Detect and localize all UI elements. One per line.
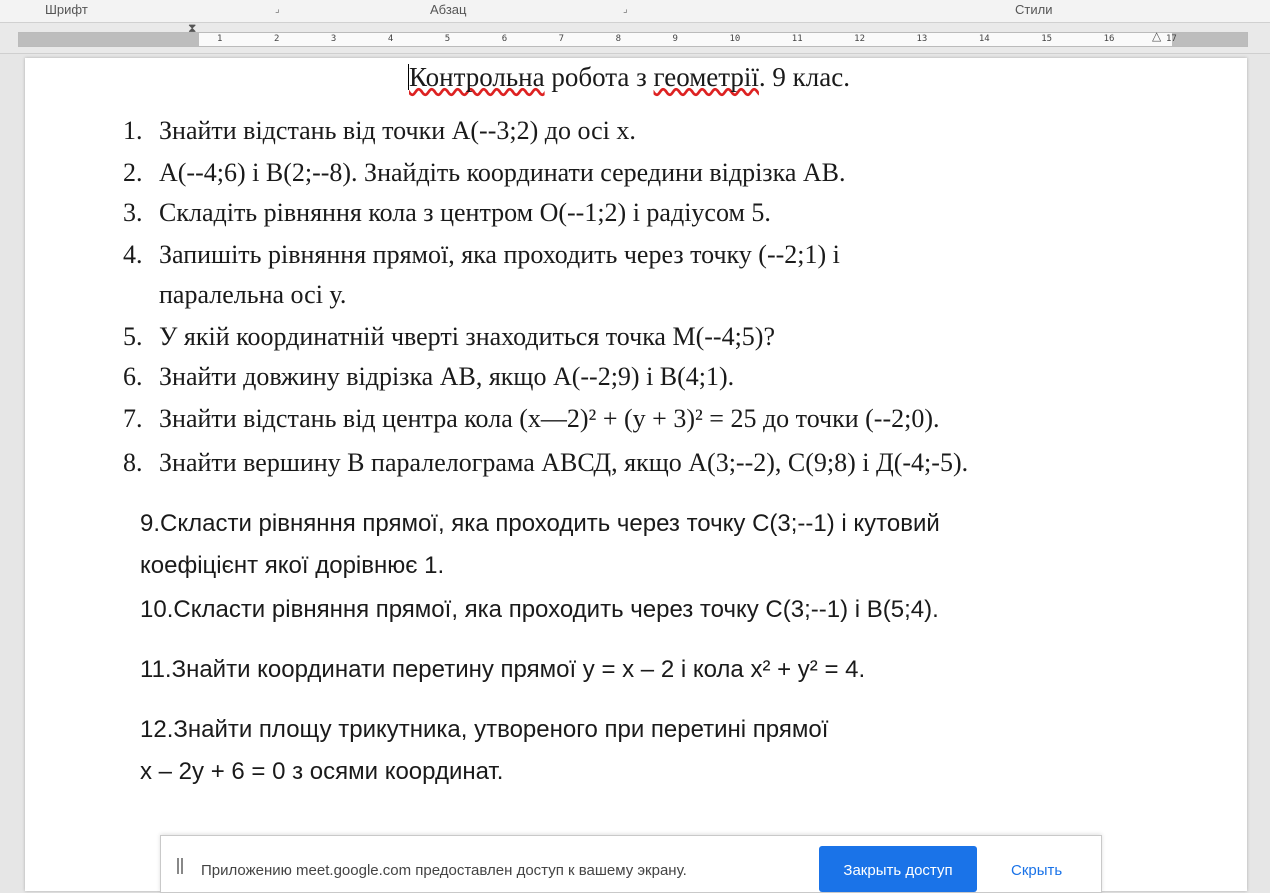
question-item: [123, 116, 636, 146]
ruler-number: 16: [1103, 34, 1115, 44]
question-text: Знайти вершину В паралелограма АВСД, якщо А(3;--2), С(9;8) і Д(-4;-5).: [159, 448, 969, 477]
question-text: 12.Знайти площу трикутника, утвореного при перетині прямої: [140, 716, 829, 743]
title-word-post: . 9 клас.: [758, 62, 850, 92]
question-number: 2.: [123, 158, 143, 187]
question-text: 10.Скласти рівняння прямої, яка проходить через точку С(3;--1) і В(5;4).: [140, 596, 939, 623]
question-text: Складіть рівняння кола з центром О(--1;2) і радіусом 5.: [159, 198, 771, 227]
question-text: коефіцієнт якої дорівнює 1.: [140, 552, 445, 579]
question-number: 5.: [123, 322, 143, 351]
question-text: Знайти відстань від центра кола (х—2)² + (у + 3)² = 25 до точки (--2;0).: [159, 404, 940, 433]
ruler-number: 11: [791, 34, 803, 44]
ruler-left-margin: [19, 33, 199, 46]
question-item: [140, 656, 865, 684]
question-item: [123, 198, 771, 228]
question-number: 3.: [123, 198, 143, 227]
question-text: 9.Скласти рівняння прямої, яка проходить через точку С(3;--1) і кутовий: [140, 510, 940, 537]
horizontal-ruler[interactable]: [0, 23, 1270, 54]
question-number: 6.: [123, 362, 143, 391]
question-item-continued: [140, 758, 503, 786]
question-item-continued: [123, 280, 346, 310]
ruler-numbers: [217, 33, 1177, 46]
question-item: [140, 596, 939, 624]
document-title: [408, 62, 850, 93]
question-number: 7.: [123, 404, 143, 433]
question-item: [123, 158, 845, 188]
question-text: Знайти довжину відрізка АВ, якщо А(--2;9) і В(4;1).: [159, 362, 735, 391]
question-text: А(--4;6) і В(2;--8). Знайдіть координати середини відрізка АВ.: [159, 158, 846, 187]
question-item: [140, 716, 828, 744]
title-word-mid: робота з: [544, 62, 654, 92]
question-item-continued: [140, 552, 444, 580]
paragraph-group-label: Абзац: [430, 2, 467, 17]
question-number: 4.: [123, 240, 143, 269]
question-item: [123, 240, 840, 270]
paragraph-dialog-launcher-icon[interactable]: ⌟: [623, 4, 628, 15]
ruler-number: 12: [854, 34, 865, 44]
hide-bar-button[interactable]: Скрыть: [1011, 862, 1063, 879]
ruler-track[interactable]: [18, 32, 1248, 47]
ribbon-group-labels: [0, 0, 1270, 23]
title-word-spell-2: геометрії: [653, 62, 759, 92]
ruler-number: 2: [273, 34, 280, 44]
question-text: У якій координатній чверті знаходиться точка М(--4;5)?: [159, 322, 775, 351]
question-text: 11.Знайти координати перетину прямої у = х – 2 і кола х² + у² = 4.: [140, 656, 866, 683]
question-item: [123, 448, 968, 478]
ruler-number: 13: [916, 34, 928, 44]
ruler-number: 7: [558, 34, 565, 44]
question-item: [123, 322, 775, 352]
ruler-number: 17: [1165, 34, 1177, 44]
title-word-spell-1: Контрольна: [409, 62, 545, 92]
drag-handle-icon[interactable]: [177, 858, 183, 874]
left-indent-marker-icon[interactable]: ⧗: [188, 21, 197, 35]
font-group-label: Шрифт: [45, 2, 88, 17]
question-text: х – 2у + 6 = 0 з осями координат.: [140, 758, 504, 785]
question-number: 1.: [123, 116, 143, 145]
question-text: Знайти відстань від точки А(--3;2) до осі х.: [159, 116, 636, 145]
font-dialog-launcher-icon[interactable]: ⌟: [275, 4, 280, 15]
stop-sharing-button[interactable]: Закрыть доступ: [819, 846, 977, 892]
ruler-number: 5: [444, 34, 451, 44]
ruler-number: 3: [330, 34, 337, 44]
question-item: [123, 362, 734, 392]
styles-group-label: Стили: [1015, 2, 1053, 17]
document-page[interactable]: [25, 58, 1247, 891]
ruler-number: 4: [387, 34, 394, 44]
question-number: 8.: [123, 448, 143, 477]
ruler-number: 6: [501, 34, 508, 44]
question-text: Запишіть рівняння прямої, яка проходить через точку (--2;1) і: [159, 240, 840, 269]
ruler-number: 9: [672, 34, 678, 44]
ruler-number: 15: [1041, 34, 1053, 44]
screen-share-notification-bar: [160, 835, 1102, 893]
question-item: [140, 510, 940, 538]
question-text: паралельна осі у.: [159, 280, 347, 309]
ruler-number: 8: [615, 34, 621, 44]
right-indent-marker-icon[interactable]: △: [1152, 29, 1162, 43]
screen-share-message: Приложению meet.google.com предоставлен доступ к вашему экрану.: [201, 862, 687, 879]
question-item: [123, 404, 940, 434]
ruler-number: 10: [729, 34, 741, 44]
ruler-number: 1: [217, 34, 223, 44]
ruler-number: 14: [978, 34, 990, 44]
ruler-right-margin: [1172, 33, 1247, 46]
